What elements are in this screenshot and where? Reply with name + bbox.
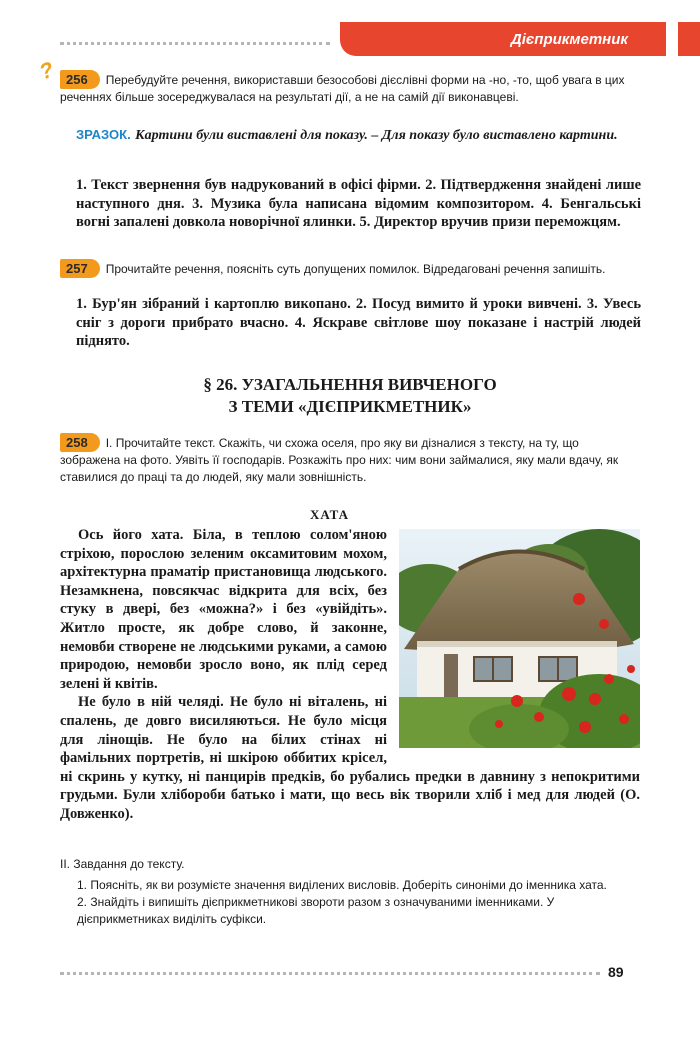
running-header [340, 22, 666, 56]
section-heading-line1: § 26. УЗАГАЛЬНЕННЯ ВИВЧЕНОГО [203, 375, 497, 394]
task-256-instruction [60, 70, 640, 106]
task-257-exercise: 1. Бур'ян зібраний і картоплю викопано. 2. Посуд вимито й уроки вивчені. 3. Увесь сніг з дороги прибрато вчасно. 4. Яскраве світлове шоу показане і настрій людей піднято. [76, 296, 641, 349]
bottom-dotted-rule [60, 972, 600, 975]
story-paragraph-2: Не було в ній челяді. Не було ні віталень, ні спалень, де довго висиляються. Не було місця для лінощів. Не було на білих стінах ні фамільних портретів, ні шкірою оббитих крісел, ні скринь у кутку, ні панцирів предків, бо рубались предки в давнину з непокритими грудьми. Були хлібороби батько і мати, що весь вік творили хліб і мед для людей (О. Довженко). [60, 694, 640, 822]
task-number-badge: 256 [60, 70, 100, 89]
task-number-badge: 258 [60, 433, 100, 452]
task-258-text: I. Прочитайте текст. Скажіть, чи схожа оселя, про яку ви дізналися з тексту, на ту, що зображена на фото. Уявіть її господарів. Розкажіть про них: чим вони займалися, яку мали вдачу, як ставилися до праці та до людей, яку мали зовнішність. [60, 436, 619, 484]
task-item-2: 2. Знайдіть і випишіть дієприкметникові звороти разом з означуваними іменниками. У дієприкметниках виділіть суфікси. [77, 895, 555, 926]
thatched-cottage-illustration [399, 529, 640, 748]
task-item-1: 1. Поясніть, як ви розумієте значення виділених висловів. Доберіть синоніми до іменника хата. [77, 878, 607, 892]
sample-label: ЗРАЗОК. [76, 127, 131, 142]
story-title: ХАТА [310, 507, 350, 522]
task-257-instruction [60, 259, 640, 278]
task-256-exercise: 1. Текст звернення був надрукований в офісі фірми. 2. Підтвердження знайдені лише наступного дня. 3. Музика була написана відомим композитором. 4. Бенгальські вогні запалені довкола новорічної ялинки. 5. Директор вручив призи переможцям. [76, 177, 641, 230]
task-258-instruction [60, 433, 640, 486]
header-edge-strip [678, 22, 700, 56]
running-header-title: Дієприкметник [510, 30, 628, 48]
section-heading-line2: З ТЕМИ «ДІЄПРИКМЕТНИК» [228, 397, 472, 416]
top-dotted-rule [60, 42, 330, 45]
sample-block [76, 126, 641, 144]
sample-text: Картини були виставлені для показу. – Для показу було виставлено картини. [135, 128, 618, 143]
text-tasks [60, 856, 640, 928]
tasks-heading: II. Завдання до тексту. [60, 857, 185, 871]
task-257-text: Прочитайте речення, поясніть суть допущених помилок. Відредаговані речення запишіть. [105, 262, 606, 276]
story-text [60, 526, 640, 824]
cottage-photo [399, 529, 640, 748]
task-256-text: Перебудуйте речення, використавши безособові дієслівні форми на -но, -то, щоб увага в цих реченнях більше зосереджувалася на результаті дії, а не на самій дії виконавцеві. [60, 73, 625, 104]
story-paragraph-1: Ось його хата. Біла, в теплою солом'яною стріхою, порослою зеленим оксамитовим мохом, архітектурна праматір пристановища людського. Незамкнена, повсякчас відкрита для всіх, без стуку в двері, без «можна?» і без «увійдіть». Житло просте, як добре слово, й законне, немовби створене не людськими руками, а самою природою, немовби зросло воно, як плід серед зелені й квітів. [60, 527, 387, 692]
task-number-badge: 257 [60, 259, 100, 278]
question-mark-icon: ? [35, 56, 58, 85]
section-heading [60, 374, 640, 418]
page-number: 89 [608, 964, 624, 980]
